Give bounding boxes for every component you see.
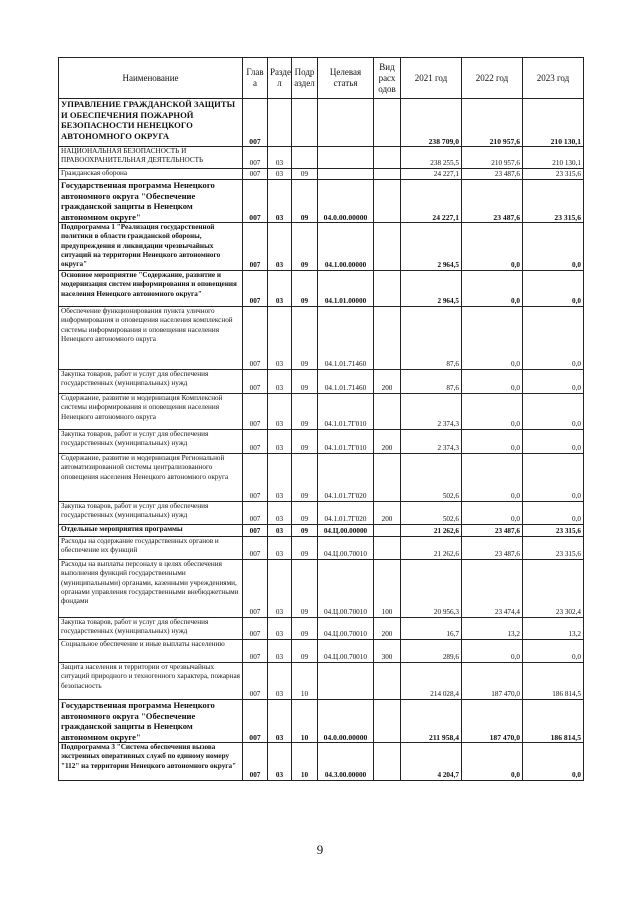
cell-name: Подпрограмма 1 "Реализация государственной политики в области гражданской обороны, предупреждения и ликвидации чрезвычайных ситуаций на территории Ненецкого автономного округа": [59, 223, 243, 271]
cell-vr: [374, 307, 401, 370]
cell-vr: 200: [374, 618, 401, 640]
cell-name: Защита населения и территории от чрезвычайных ситуаций природного и техногенного характера, пожарная безопасность: [59, 663, 243, 700]
cell-y2021: 21 262,6: [401, 525, 462, 537]
cell-cs: 04.0.00.00000: [318, 700, 374, 743]
cell-vr: [374, 169, 401, 180]
cell-y2022: 210 957,6: [462, 99, 523, 147]
table-row: [59, 560, 584, 618]
cell-y2021: 502,6: [401, 454, 462, 502]
header-expense-type: Вид расх одов: [374, 58, 401, 99]
cell-vr: 200: [374, 502, 401, 525]
cell-gl: 007: [243, 271, 268, 307]
table-row: [59, 525, 584, 537]
cell-cs: [318, 147, 374, 169]
cell-vr: 200: [374, 430, 401, 454]
cell-vr: 100: [374, 560, 401, 618]
cell-rz: 03: [268, 743, 292, 781]
header-name: Наименование: [59, 58, 243, 99]
cell-y2021: 211 958,4: [401, 700, 462, 743]
table-row: [59, 271, 584, 307]
table-row: [59, 307, 584, 370]
cell-y2023: 0,0: [523, 454, 584, 502]
cell-y2021: 214 028,4: [401, 663, 462, 700]
cell-y2023: 0,0: [523, 502, 584, 525]
cell-pr: 09: [292, 537, 318, 560]
cell-name: Основное мероприятие "Содержание, развитие и модернизация систем информирования и оповещения населения Ненецкого автономного округа": [59, 271, 243, 307]
cell-y2022: 23 487,6: [462, 525, 523, 537]
cell-pr: 09: [292, 560, 318, 618]
cell-name: Государственная программа Ненецкого автономного округа "Обеспечение гражданской защиты в Ненецком автономном округе": [59, 180, 243, 223]
cell-pr: 09: [292, 525, 318, 537]
cell-y2021: 2 374,3: [401, 430, 462, 454]
cell-gl: 007: [243, 223, 268, 271]
cell-gl: 007: [243, 454, 268, 502]
cell-rz: 03: [268, 271, 292, 307]
cell-name: Социальное обеспечение и иные выплаты населению: [59, 640, 243, 663]
cell-y2022: 0,0: [462, 743, 523, 781]
table-row: [59, 99, 584, 147]
cell-gl: 007: [243, 663, 268, 700]
table-row: [59, 169, 584, 180]
cell-rz: 03: [268, 147, 292, 169]
cell-gl: 007: [243, 169, 268, 180]
cell-y2023: 0,0: [523, 394, 584, 430]
cell-y2021: 2 374,3: [401, 394, 462, 430]
cell-pr: 09: [292, 618, 318, 640]
cell-gl: 007: [243, 525, 268, 537]
cell-vr: [374, 454, 401, 502]
cell-y2022: 210 957,6: [462, 147, 523, 169]
cell-vr: [374, 537, 401, 560]
cell-cs: 04.1.01.7Г010: [318, 430, 374, 454]
cell-y2021: 24 227,1: [401, 169, 462, 180]
cell-rz: 03: [268, 307, 292, 370]
cell-y2022: 0,0: [462, 640, 523, 663]
cell-cs: 04.3.00.00000: [318, 743, 374, 781]
cell-name: Расходы на выплаты персоналу в целях обеспечения выполнения функций государственными (муниципальными) органами, казенными учреждениями, органами управления государственными внебюджетными фондами: [59, 560, 243, 618]
cell-y2022: 0,0: [462, 454, 523, 502]
cell-pr: 09: [292, 394, 318, 430]
cell-pr: 10: [292, 743, 318, 781]
cell-name: Закупка товаров, работ и услуг для обеспечения государственных (муниципальных) нужд: [59, 502, 243, 525]
cell-pr: [292, 99, 318, 147]
cell-y2023: 0,0: [523, 307, 584, 370]
table-row: [59, 430, 584, 454]
cell-rz: 03: [268, 370, 292, 394]
cell-pr: [292, 147, 318, 169]
cell-vr: [374, 525, 401, 537]
cell-y2021: 24 227,1: [401, 180, 462, 223]
cell-name: Расходы на содержание государственных органов и обеспечение их функций: [59, 537, 243, 560]
cell-y2023: 0,0: [523, 370, 584, 394]
cell-y2023: 0,0: [523, 743, 584, 781]
cell-y2023: 0,0: [523, 223, 584, 271]
cell-vr: [374, 700, 401, 743]
cell-name: Закупка товаров, работ и услуг для обеспечения государственных (муниципальных) нужд: [59, 370, 243, 394]
cell-cs: 04.0.00.00000: [318, 180, 374, 223]
cell-y2021: 87,6: [401, 307, 462, 370]
cell-cs: 04.Ц.00.70010: [318, 618, 374, 640]
table-row: [59, 502, 584, 525]
cell-y2021: 21 262,6: [401, 537, 462, 560]
cell-y2022: 0,0: [462, 271, 523, 307]
cell-y2022: 23 487,6: [462, 169, 523, 180]
table-row: [59, 180, 584, 223]
cell-cs: 04.1.01.7Г020: [318, 454, 374, 502]
cell-cs: 04.1.01.7Г010: [318, 394, 374, 430]
cell-rz: 03: [268, 700, 292, 743]
cell-y2021: 289,6: [401, 640, 462, 663]
cell-y2022: 13,2: [462, 618, 523, 640]
cell-pr: 09: [292, 307, 318, 370]
cell-pr: 09: [292, 223, 318, 271]
table-row: [59, 223, 584, 271]
cell-cs: [318, 663, 374, 700]
cell-rz: 03: [268, 394, 292, 430]
cell-y2023: 0,0: [523, 640, 584, 663]
cell-y2021: 502,6: [401, 502, 462, 525]
header-2021: 2021 год: [401, 58, 462, 99]
cell-rz: 03: [268, 180, 292, 223]
cell-y2022: 187 470,0: [462, 663, 523, 700]
header-row: [59, 58, 584, 99]
cell-gl: 007: [243, 743, 268, 781]
header-glava: Глав а: [243, 58, 268, 99]
cell-vr: [374, 743, 401, 781]
cell-pr: 09: [292, 370, 318, 394]
cell-cs: [318, 99, 374, 147]
cell-y2023: 23 315,6: [523, 180, 584, 223]
header-podrazdel: Подр аздел: [292, 58, 318, 99]
cell-pr: 09: [292, 430, 318, 454]
cell-rz: 03: [268, 454, 292, 502]
cell-y2022: 23 487,6: [462, 537, 523, 560]
cell-vr: [374, 223, 401, 271]
cell-gl: 007: [243, 640, 268, 663]
cell-name: Обеспечение функционирования пункта уличного информирования и оповещения населения комплексной системы информирования и оповещения населения Ненецкого автономного округа: [59, 307, 243, 370]
cell-name: НАЦИОНАЛЬНАЯ БЕЗОПАСНОСТЬ И ПРАВООХРАНИТЕЛЬНАЯ ДЕЯТЕЛЬНОСТЬ: [59, 147, 243, 169]
cell-vr: 300: [374, 640, 401, 663]
cell-y2023: 186 814,5: [523, 663, 584, 700]
table-row: [59, 370, 584, 394]
cell-y2021: 16,7: [401, 618, 462, 640]
cell-pr: 09: [292, 640, 318, 663]
cell-y2023: 210 130,1: [523, 147, 584, 169]
cell-name: Содержание, развитие и модернизация Региональной автоматизированной системы централизованного оповещения населения Ненецкого автономного округа: [59, 454, 243, 502]
cell-gl: 007: [243, 180, 268, 223]
cell-y2023: 13,2: [523, 618, 584, 640]
cell-gl: 007: [243, 370, 268, 394]
cell-cs: 04.Ц.00.70010: [318, 640, 374, 663]
cell-vr: [374, 663, 401, 700]
cell-y2022: 23 474,4: [462, 560, 523, 618]
cell-vr: 200: [374, 370, 401, 394]
cell-gl: 007: [243, 502, 268, 525]
table-row: [59, 743, 584, 781]
cell-y2023: 23 302,4: [523, 560, 584, 618]
table-row: [59, 537, 584, 560]
cell-gl: 007: [243, 560, 268, 618]
cell-pr: 09: [292, 169, 318, 180]
cell-y2022: 0,0: [462, 430, 523, 454]
cell-y2023: 0,0: [523, 271, 584, 307]
cell-name: Закупка товаров, работ и услуг для обеспечения государственных (муниципальных) нужд: [59, 430, 243, 454]
cell-cs: 04.1.01.71460: [318, 370, 374, 394]
cell-rz: 03: [268, 430, 292, 454]
cell-y2023: 23 315,6: [523, 169, 584, 180]
cell-rz: 03: [268, 560, 292, 618]
cell-y2022: 0,0: [462, 394, 523, 430]
cell-y2023: 0,0: [523, 430, 584, 454]
cell-vr: [374, 394, 401, 430]
cell-cs: 04.1.00.00000: [318, 223, 374, 271]
cell-gl: 007: [243, 307, 268, 370]
cell-pr: 09: [292, 271, 318, 307]
cell-cs: 04.Ц.00.00000: [318, 525, 374, 537]
cell-rz: 03: [268, 169, 292, 180]
cell-name: Гражданская оборона: [59, 169, 243, 180]
cell-y2023: 186 814,5: [523, 700, 584, 743]
cell-name: Содержание, развитие и модернизация Комплексной системы информирования и оповещения населения Ненецкого автономного округа: [59, 394, 243, 430]
table-row: [59, 700, 584, 743]
budget-table: [58, 57, 584, 781]
cell-gl: 007: [243, 618, 268, 640]
cell-cs: 04.1.01.71460: [318, 307, 374, 370]
cell-name: УПРАВЛЕНИЕ ГРАЖДАНСКОЙ ЗАЩИТЫ И ОБЕСПЕЧЕНИЯ ПОЖАРНОЙ БЕЗОПАСНОСТИ НЕНЕЦКОГО АВТОНОМНОГО ОКРУГА: [59, 99, 243, 147]
cell-cs: 04.Ц.00.70010: [318, 537, 374, 560]
cell-name: Государственная программа Ненецкого автономного округа "Обеспечение гражданской защиты в Ненецком автономном округе": [59, 700, 243, 743]
cell-pr: 09: [292, 180, 318, 223]
cell-y2023: 23 315,6: [523, 537, 584, 560]
cell-rz: 03: [268, 618, 292, 640]
cell-gl: 007: [243, 537, 268, 560]
cell-name: Подпрограмма 3 "Система обеспечения вызова экстренных оперативных служб по единому номеру "112" на территории Ненецкого автономного округа": [59, 743, 243, 781]
cell-vr: [374, 147, 401, 169]
table-row: [59, 640, 584, 663]
cell-cs: 04.1.01.7Г020: [318, 502, 374, 525]
cell-y2021: 20 956,3: [401, 560, 462, 618]
table-row: [59, 454, 584, 502]
cell-name: Отдельные мероприятия программы: [59, 525, 243, 537]
cell-rz: 03: [268, 663, 292, 700]
table-row: [59, 394, 584, 430]
cell-y2022: 0,0: [462, 223, 523, 271]
cell-rz: 03: [268, 525, 292, 537]
cell-y2021: 238 709,0: [401, 99, 462, 147]
cell-pr: 10: [292, 700, 318, 743]
header-razdel: Разде л: [268, 58, 292, 99]
cell-rz: 03: [268, 537, 292, 560]
cell-y2021: 87,6: [401, 370, 462, 394]
cell-cs: [318, 169, 374, 180]
cell-y2022: 0,0: [462, 502, 523, 525]
cell-y2022: 23 487,6: [462, 180, 523, 223]
cell-y2023: 23 315,6: [523, 525, 584, 537]
cell-pr: 09: [292, 454, 318, 502]
cell-gl: 007: [243, 394, 268, 430]
cell-rz: 03: [268, 223, 292, 271]
cell-pr: 09: [292, 502, 318, 525]
table-row: [59, 147, 584, 169]
cell-vr: [374, 99, 401, 147]
cell-y2021: 4 204,7: [401, 743, 462, 781]
cell-y2022: 0,0: [462, 307, 523, 370]
table-row: [59, 618, 584, 640]
cell-cs: 04.1.01.00000: [318, 271, 374, 307]
cell-name: Закупка товаров, работ и услуг для обеспечения государственных (муниципальных) нужд: [59, 618, 243, 640]
cell-gl: 007: [243, 99, 268, 147]
header-2023: 2023 год: [523, 58, 584, 99]
cell-y2022: 187 470,0: [462, 700, 523, 743]
cell-rz: 03: [268, 502, 292, 525]
cell-y2021: 2 964,5: [401, 271, 462, 307]
page-number: 9: [316, 842, 324, 857]
cell-y2021: 238 255,5: [401, 147, 462, 169]
cell-cs: 04.Ц.00.70010: [318, 560, 374, 618]
cell-gl: 007: [243, 147, 268, 169]
cell-y2023: 210 130,1: [523, 99, 584, 147]
cell-rz: 03: [268, 640, 292, 663]
header-target-article: Целевая статья: [318, 58, 374, 99]
cell-y2021: 2 964,5: [401, 223, 462, 271]
cell-gl: 007: [243, 430, 268, 454]
header-2022: 2022 год: [462, 58, 523, 99]
cell-rz: [268, 99, 292, 147]
cell-gl: 007: [243, 700, 268, 743]
cell-y2022: 0,0: [462, 370, 523, 394]
table-row: [59, 663, 584, 700]
cell-vr: [374, 180, 401, 223]
cell-vr: [374, 271, 401, 307]
cell-pr: 10: [292, 663, 318, 700]
